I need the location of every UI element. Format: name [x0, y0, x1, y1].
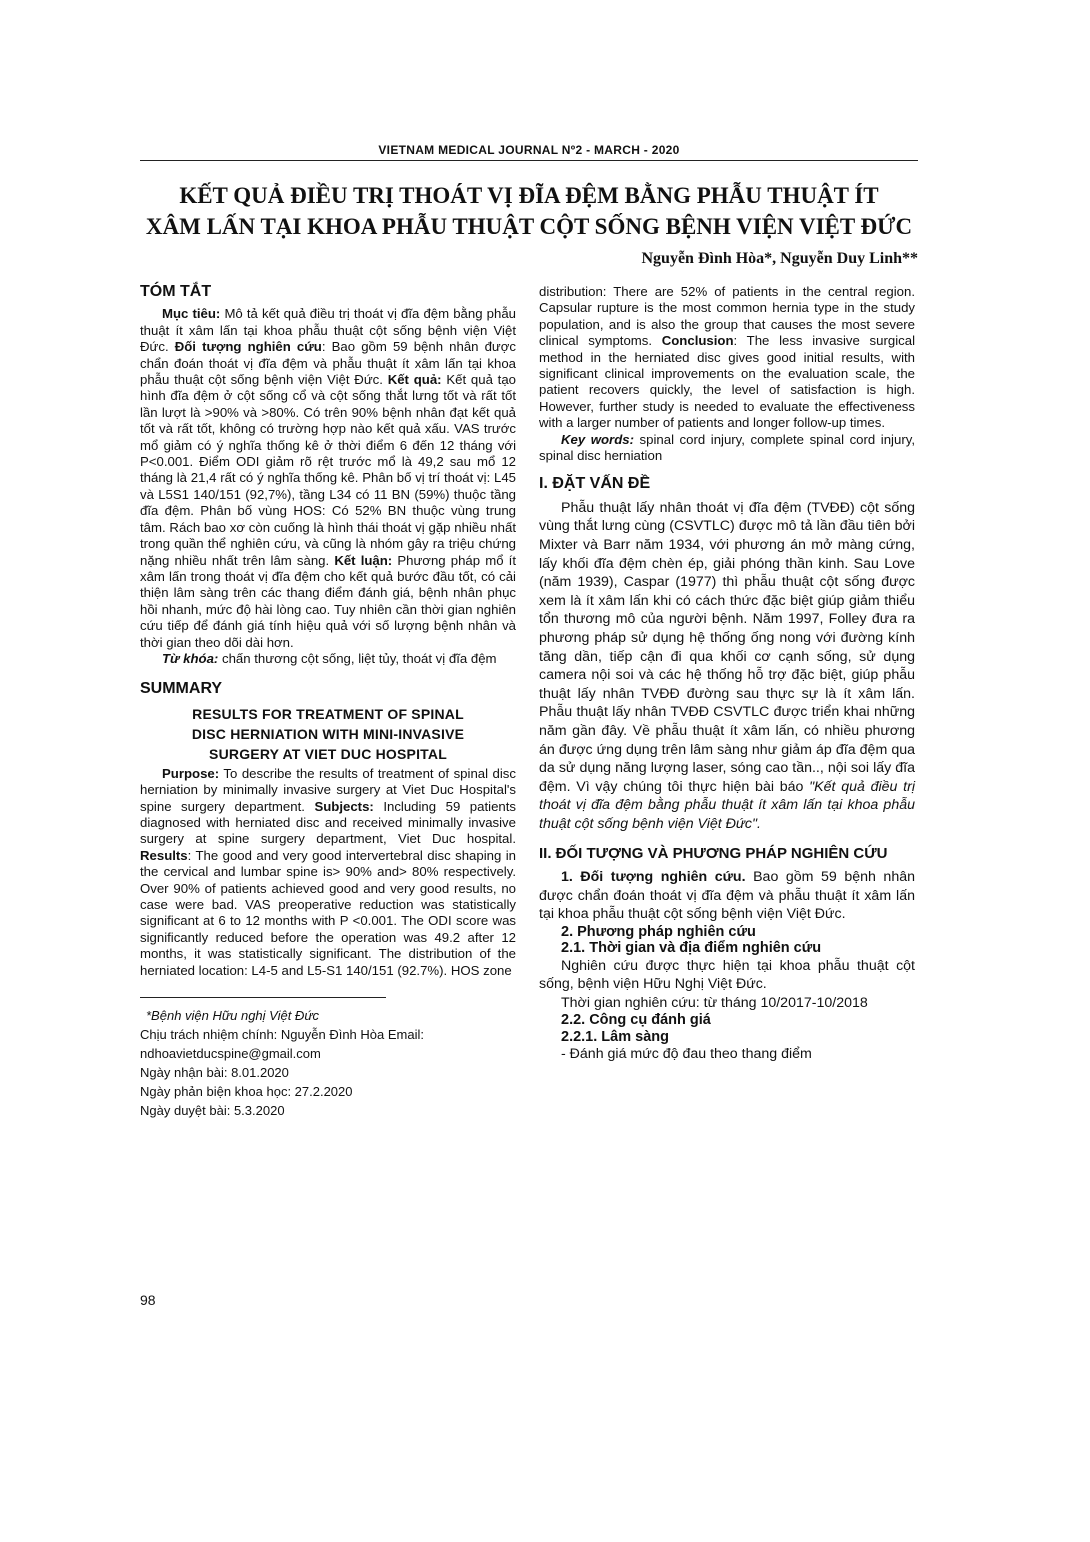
doi-tuong-text: : Bao gồm 59 bệnh nhân được chẩn đoán thoát vị đĩa đệm và phẫu thuật ít xâm lấn tại khoa phẫu thuật cột sống bệnh viện Việt Đức. — [140, 339, 516, 388]
tomtat-abstract — [140, 306, 516, 651]
ket-luan-text: Phương pháp mổ ít xâm lấn trong thoát vị đĩa đệm cho kết quả bước đầu tốt, có cải thiện lâm sàng trên các thang điểm đánh giá, bệnh nhân phục hồi nhanh, mức độ hài lòng cao. Tuy nhiên cần thời gian nghiên cứu tiếp để đánh giá tính hiệu quả với số lượng bệnh nhân và thời gian theo dõi dài hơn. — [140, 552, 516, 650]
subjects-text: Including 59 patients diagnosed with herniated disc and received minimally invasive surgery at spine surgery department, Viet Duc hospital. — [140, 798, 516, 847]
footnote-reviewed: Ngày phản biện khoa học: 27.2.2020 — [140, 1084, 353, 1100]
tu-khoa — [140, 651, 516, 667]
key-words-label: Key words: — [561, 431, 634, 447]
footnote-email: ndhoavietducspine@gmail.com — [140, 1046, 321, 1062]
key-words-text: spinal cord injury, complete spinal cord injury, spinal disc herniation — [539, 431, 915, 464]
footnotes — [140, 1006, 516, 1120]
section2-pain: - Đánh giá mức độ đau theo thang điểm — [561, 1046, 812, 1063]
summary-title-line-3: SURGERY AT VIET DUC HOSPITAL — [209, 745, 447, 762]
article-title — [140, 180, 918, 242]
title-line-1: KẾT QUẢ ĐIỀU TRỊ THOÁT VỊ ĐĨA ĐỆM BẰNG PHẪU THUẬT ÍT — [179, 183, 879, 208]
tu-khoa-label: Từ khóa: — [162, 650, 219, 666]
section2-sub2: 2. Phương pháp nghiên cứu — [561, 923, 756, 940]
section2-place: Nghiên cứu được thực hiện tại khoa phẫu thuật cột sống, bệnh viện Hữu Nghị Việt Đức. — [539, 957, 915, 993]
results-continued: distribution: There are 52% of patients in the central region. Capsular rupture is the most common hernia type in the study population, and is also the group that causes the most severe clinical symptoms. — [539, 284, 915, 349]
title-line-2: XÂM LẤN TẠI KHOA PHẪU THUẬT CỘT SỐNG BỆNH VIỆN VIỆT ĐỨC — [145, 214, 913, 239]
left-column — [140, 284, 516, 1120]
section2-heading: II. ĐỐI TƯỢNG VÀ PHƯƠNG PHÁP NGHIÊN CỨU — [539, 844, 888, 862]
conclusion-label: Conclusion — [661, 333, 734, 349]
key-words — [539, 432, 915, 465]
summary-continued — [539, 284, 915, 432]
ket-luan-label: Kết luận: — [334, 552, 393, 568]
summary-title — [140, 704, 516, 764]
authors: Nguyễn Đình Hòa*, Nguyễn Duy Linh** — [641, 250, 918, 267]
section2-sub22: 2.2. Công cụ đánh giá — [561, 1012, 711, 1029]
section2-sub21: 2.1. Thời gian và địa điểm nghiên cứu — [561, 940, 822, 957]
section2-sub1-label: 1. Đối tượng nghiên cứu. — [561, 868, 746, 885]
summary-title-line-1: RESULTS FOR TREATMENT OF SPINAL — [192, 705, 464, 722]
conclusion-text: : The less invasive surgical method in the herniated disc gives good initial results, with significant clinical improvements on the evaluation scale, the patient recovers quickly, the level of satisfaction is high. However, further study is needed to evaluate the effectiveness with a larger number of patients and longer follow-up times. — [539, 333, 915, 431]
purpose-text: To describe the results of treatment of spinal disc herniation by minimally invasive surgery at Viet Duc Hospital's spine surgery department. — [140, 765, 516, 814]
right-column — [539, 284, 915, 1064]
footnote-affiliation: *Bệnh viện Hữu nghị Việt Đức — [146, 1008, 320, 1024]
muc-tieu-text: Mô tả kết quả điều trị thoát vị đĩa đệm bằng phẫu thuật ít xâm lấn tại khoa phẫu thuật cột sống bệnh viện Việt Đức. — [140, 306, 516, 355]
ket-qua-label: Kết quả: — [387, 372, 442, 388]
tomtat-heading: TÓM TẮT — [140, 283, 212, 300]
muc-tieu-label: Mục tiêu: — [162, 306, 221, 322]
summary-title-line-2: DISC HERNIATION WITH MINI-INVASIVE — [191, 725, 465, 742]
purpose-label: Purpose: — [162, 765, 220, 781]
results-label: Results — [140, 847, 188, 863]
doi-tuong-label: Đối tượng nghiên cứu — [174, 339, 322, 355]
summary-heading: SUMMARY — [140, 680, 223, 698]
section2-sub1-text: Bao gồm 59 bệnh nhân được chẩn đoán thoát vị đĩa đệm và phẫu thuật ít xâm lấn tại khoa phẫu thuật cột sống bệnh viện Việt Đức. — [539, 868, 915, 923]
results-text: : The good and very good intervertebral disc shaping in the cervical and lumbar spine is> 90% and> 80% respectively. Over 90% of patients achieved good and very good results, no case were bad. VAS preoperative reduction was statistically significant at 6 to 12 months with P <0.001. The ODI score was significantly reduced before the operation was 49.2 after 12 months, it was statistically significant. The distribution of the herniated location: L4-5 and L5-S1 140/151 (92.7%). HOS zone — [140, 847, 516, 978]
footnote-rule — [140, 997, 386, 998]
section1-italic-title: "Kết quả điều trị thoát vị đĩa đệm bằng phẫu thuật ít xâm lấn tại khoa phẫu thuật cột sống bệnh viện Việt Đức". — [539, 778, 915, 832]
footnote-received: Ngày nhận bài: 8.01.2020 — [140, 1065, 289, 1081]
footnote-accepted: Ngày duyệt bài: 5.3.2020 — [140, 1103, 285, 1119]
footnote-responsible: Chịu trách nhiệm chính: Nguyễn Đình Hòa Email: — [140, 1027, 424, 1043]
header-rule — [140, 160, 918, 161]
section1-text: Phẫu thuật lấy nhân thoát vị đĩa đệm (TVĐĐ) cột sống vùng thắt lưng cùng (CSVTLC) được mô tả lần đầu tiên bởi Mixter và Barr năm 1934, với phương án mở màng cứng, lấy khối đĩa đệm chèn ép, giải phóng thần kinh. Sau Love (năm 1939), Caspar (1977) thì phẫu thuật cột sống được xem là ít xâm lấn khi có cách thức đặc biệt giúp giảm thiểu tổn thương mô của người bệnh. Năm 1997, Folley đưa ra phương pháp sử dụng hệ thống ống nong với đường kính tăng dần, tiếp cận đi qua khối cơ cạnh sống, sử dụng camera nội soi và các hệ thống hỗ trợ đặc biệt, giúp phẫu thuật lấy nhân TVĐĐ đường sau thực sự là ít xâm lấn. Phẫu thuật lấy nhân TVĐĐ CSVTLC được triển khai những năm gần đây. Về phẫu thuật ít xâm lấn, có nhiều phương án được ứng dụng trên lâm sàng như giảm áp đĩa đệm qua da sử dụng năng lượng laser, sóng cao tần.., nội soi lấy đĩa đệm. Vì vậy chúng tôi thực hiện bài báo — [539, 499, 915, 795]
section1-heading: I. ĐẶT VẤN ĐỀ — [539, 475, 651, 493]
summary-abstract — [140, 766, 516, 979]
section1-paragraph — [539, 499, 915, 834]
ket-qua-text: Kết quả tạo hình đĩa đệm ở cột sống cổ và cột sống thắt lưng tốt và rất tốt lần lượt là >90% và >80%. Có trên 90% bệnh nhân đạt kết quả tốt và rất tốt, không có trường hợp nào kết quả xấu. VAS trước mổ giảm có ý nghĩa thống kê ở thời điểm 6 đến 12 tháng với P<0.001. Điểm ODI giảm rõ rệt trước mổ là 49,2 sau mổ 12 tháng là 21,4 rất có ý nghĩa thống kê. Phân bố vị trí thoát vị: L45 và L5S1 140/151 (92,7%), tầng L34 có 11 BN (59%) thuộc tầng đĩa đệm. Phân bố vùng HOS: Có 52% BN thuộc vùng trung tâm. Rách bao xơ còn cuống là hình thái thoát vị gặp nhiều nhất trong quần thể nghiên cứu, và cũng là nhóm gây ra triệu chứng nặng nhiều nhất trên lâm sàng. — [140, 372, 517, 568]
subjects-label: Subjects: — [314, 798, 374, 814]
tu-khoa-text: chấn thương cột sống, liệt tủy, thoát vị đĩa đệm — [218, 650, 497, 666]
section2-sub221: 2.2.1. Lâm sàng — [561, 1028, 669, 1045]
page-number: 98 — [140, 1292, 156, 1308]
section2-subjects — [539, 868, 915, 924]
section2-time: Thời gian nghiên cứu: từ tháng 10/2017-10/2018 — [561, 994, 868, 1011]
journal-header: VIETNAM MEDICAL JOURNAL Nº2 - MARCH - 2020 — [378, 143, 680, 157]
